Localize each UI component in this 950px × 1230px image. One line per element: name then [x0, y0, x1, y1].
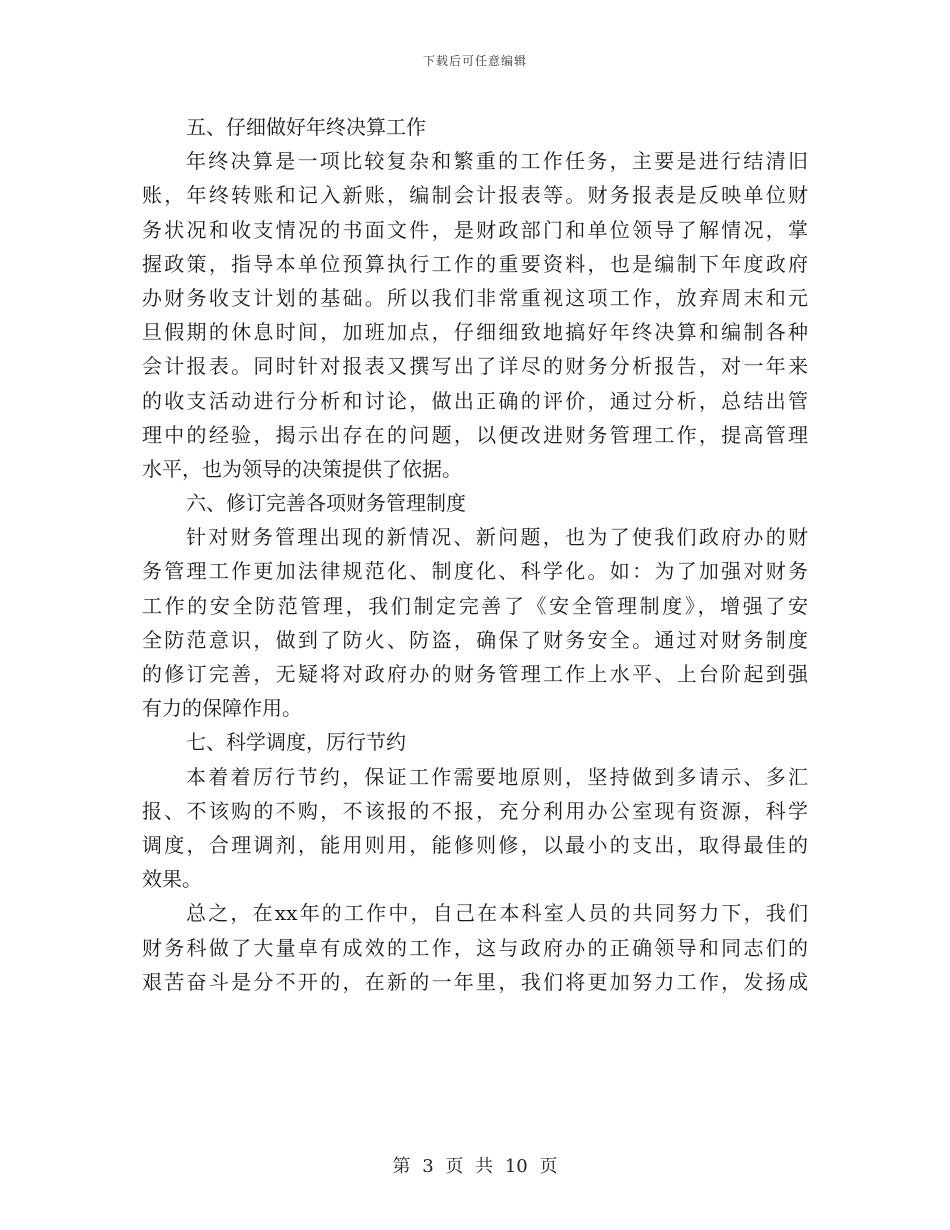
section-heading: 七、科学调度，厉行节约	[186, 730, 406, 755]
body-text-line: 效果。	[142, 867, 202, 892]
body-text-line: 的收支活动进行分析和讨论，做出正确的评价，通过分析，总结出管	[142, 388, 808, 413]
section-heading: 五、仔细做好年终决算工作	[186, 115, 426, 139]
body-text-line: 针对财务管理出现的新情况、新问题，也为了使我们政府办的财	[186, 525, 808, 550]
body-text-line: 有力的保障作用。	[142, 696, 302, 721]
body-text-line: 年终决算是一项比较复杂和繁重的工作任务，主要是进行结清旧	[186, 149, 808, 174]
body-text-line: 理中的经验，揭示出存在的问题，以便改进财务管理工作，提高管理	[142, 422, 808, 447]
body-text-line: 艰苦奋斗是分不开的，在新的一年里，我们将更加努力工作，发扬成	[142, 969, 808, 994]
body-text-line: 财务科做了大量卓有成效的工作，这与政府办的正确领导和同志们的	[142, 935, 808, 960]
body-text-line: 办财务收支计划的基础。所以我们非常重视这项工作，放弃周末和元	[142, 285, 808, 310]
body-text-line: 会计报表。同时针对报表又撰写出了详尽的财务分析报告，对一年来	[142, 354, 808, 379]
body-text-line: 水平，也为领导的决策提供了依据。	[142, 456, 462, 481]
body-text-line: 总之，在xx年的工作中，自己在本科室人员的共同努力下，我们	[186, 901, 808, 926]
body-text-line: 全防范意识，做到了防火、防盗，确保了财务安全。通过对财务制度	[142, 627, 808, 652]
body-text-line: 握政策，指导本单位预算执行工作的重要资料，也是编制下年度政府	[142, 251, 808, 276]
body-text-line: 旦假期的休息时间，加班加点，仔细细致地搞好年终决算和编制各种	[142, 320, 808, 345]
body-text-line: 本着着厉行节约，保证工作需要地原则，坚持做到多请示、多汇	[186, 764, 808, 789]
body-text-line: 工作的安全防范管理，我们制定完善了《安全管理制度》，增强了安	[142, 593, 808, 618]
download-note: 下载后可任意编辑	[422, 54, 527, 68]
document-body	[142, 110, 808, 999]
body-text-line: 务管理工作更加法律规范化、制度化、科学化。如：为了加强对财务	[142, 559, 808, 584]
body-text-line: 账，年终转账和记入新账，编制会计报表等。财务报表是反映单位财	[142, 183, 808, 208]
body-text-line: 的修订完善，无疑将对政府办的财务管理工作上水平、上台阶起到强	[142, 662, 808, 686]
page-number: 第 3 页 共 10 页	[392, 1156, 558, 1177]
body-text-line: 调度，合理调剂，能用则用，能修则修，以最小的支出，取得最佳的	[142, 832, 808, 857]
body-text-line: 报、不该购的不购，不该报的不报，充分利用办公室现有资源，科学	[142, 798, 808, 823]
section-heading: 六、修订完善各项财务管理制度	[186, 491, 466, 516]
body-text-line: 务状况和收支情况的书面文件，是财政部门和单位领导了解情况，掌	[142, 217, 808, 242]
